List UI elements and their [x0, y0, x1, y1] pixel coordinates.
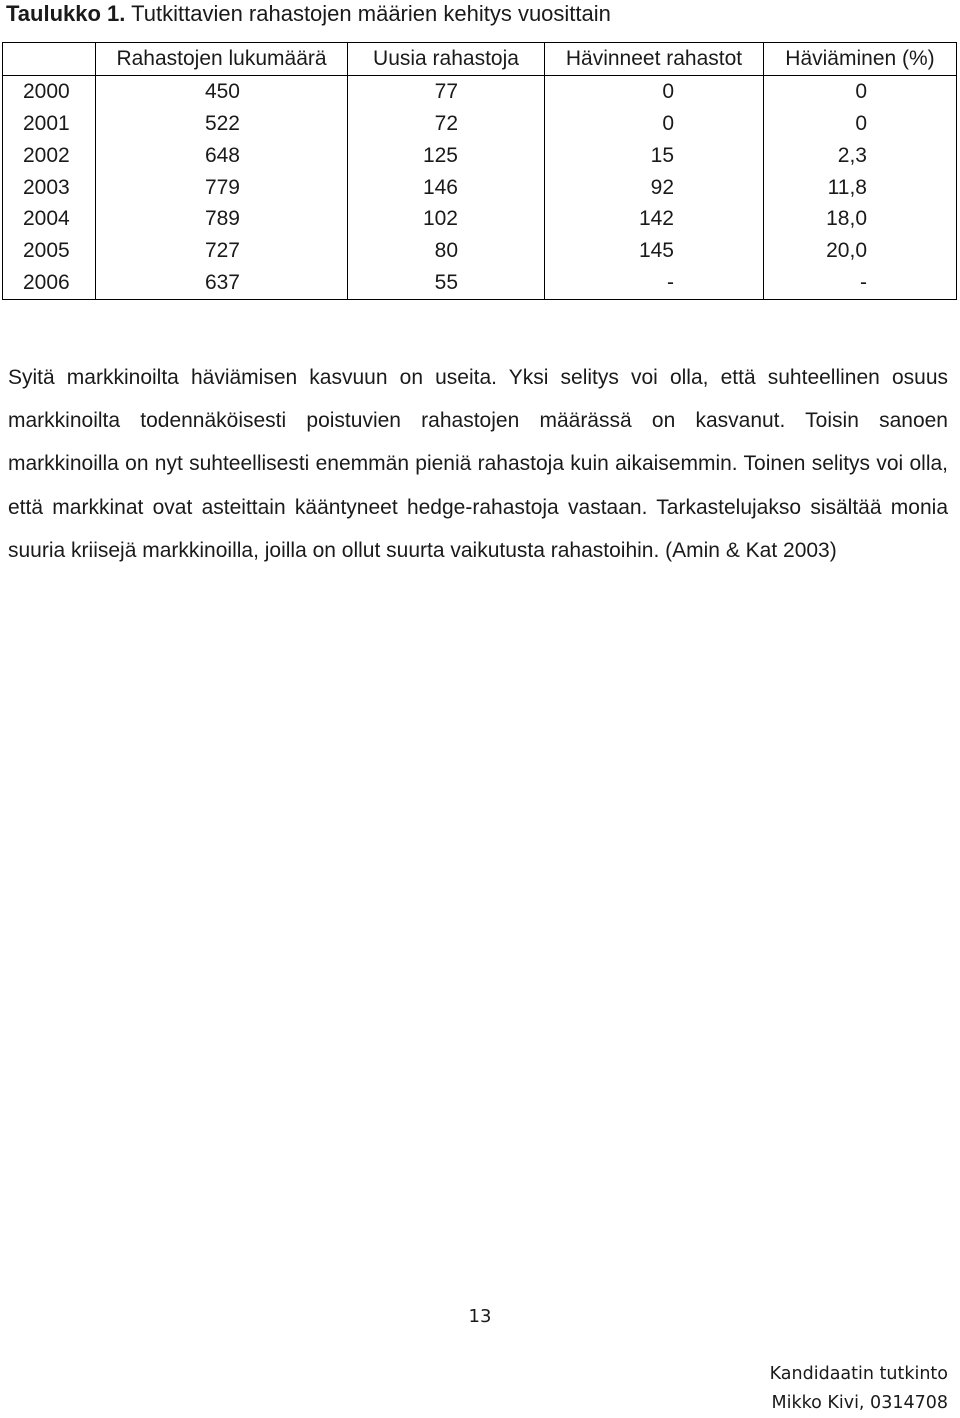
table-row — [3, 235, 957, 267]
page-footer — [770, 1360, 948, 1418]
table-header-cell: Rahastojen lukumäärä — [96, 43, 348, 76]
page-number: 13 — [468, 1306, 492, 1327]
table-cell: 145 — [545, 235, 764, 267]
table-cell: - — [545, 267, 764, 299]
table-cell: 55 — [348, 267, 545, 299]
table-cell: 146 — [348, 172, 545, 204]
table-cell: 779 — [96, 172, 348, 204]
table-cell: 637 — [96, 267, 348, 299]
table-cell: 92 — [545, 172, 764, 204]
table-row — [3, 108, 957, 140]
table-cell: 2,3 — [764, 140, 957, 172]
fund-count-table — [2, 42, 957, 300]
table-cell-year: 2004 — [3, 203, 96, 235]
table-row — [3, 203, 957, 235]
table-row — [3, 172, 957, 204]
table-cell: 20,0 — [764, 235, 957, 267]
table-caption-label: Taulukko 1. — [6, 1, 126, 26]
table-cell: 125 — [348, 140, 545, 172]
table-cell: 648 — [96, 140, 348, 172]
table-header-cell: Hävinneet rahastot — [545, 43, 764, 76]
table-cell-year: 2005 — [3, 235, 96, 267]
table-cell: 0 — [764, 108, 957, 140]
table-header-cell: Uusia rahastoja — [348, 43, 545, 76]
table-cell: 15 — [545, 140, 764, 172]
table-row — [3, 75, 957, 107]
table-cell: 72 — [348, 108, 545, 140]
table-cell-year: 2006 — [3, 267, 96, 299]
table-cell-year: 2001 — [3, 108, 96, 140]
body-paragraph: Syitä markkinoilta häviämisen kasvuun on useita. Yksi selitys voi olla, että suhteellinen osuus markkinoilta todennäköisesti poistuvien rahastojen määrässä on kasvanut. Toisin sanoen markkinoilla on nyt suhteellisesti enemmän pieniä rahastoja kuin aikaisemmin. Toinen selitys voi olla, että markkinat ovat asteittain kääntyneet hedge-rahastoja vastaan. Tarkastelujakso sisältää monia suuria kriisejä markkinoilla, joilla on ollut suurta vaikutusta rahastoihin. (Amin & Kat 2003) — [8, 366, 948, 562]
table-row — [3, 140, 957, 172]
table-cell: 102 — [348, 203, 545, 235]
table-caption-text: Tutkittavien rahastojen määrien kehitys vuosittain — [131, 1, 611, 26]
table-header-row — [3, 43, 957, 76]
footer-author: Mikko Kivi, 0314708 — [771, 1393, 948, 1413]
table-cell: 450 — [96, 75, 348, 107]
table-cell-year: 2003 — [3, 172, 96, 204]
table-cell: 522 — [96, 108, 348, 140]
table-cell: 727 — [96, 235, 348, 267]
table-cell: - — [764, 267, 957, 299]
table-cell: 0 — [545, 75, 764, 107]
table-cell: 0 — [764, 75, 957, 107]
table-row — [3, 267, 957, 299]
table-cell: 11,8 — [764, 172, 957, 204]
table-cell: 77 — [348, 75, 545, 107]
table-cell: 0 — [545, 108, 764, 140]
table-header-cell: Häviäminen (%) — [764, 43, 957, 76]
table-header-cell — [3, 43, 96, 76]
table-cell-year: 2002 — [3, 140, 96, 172]
footer-degree: Kandidaatin tutkinto — [769, 1364, 948, 1384]
table-cell: 789 — [96, 203, 348, 235]
table-cell: 142 — [545, 203, 764, 235]
table-cell: 18,0 — [764, 203, 957, 235]
table-caption — [6, 0, 611, 28]
table-cell-year: 2000 — [3, 75, 96, 107]
table-cell: 80 — [348, 235, 545, 267]
